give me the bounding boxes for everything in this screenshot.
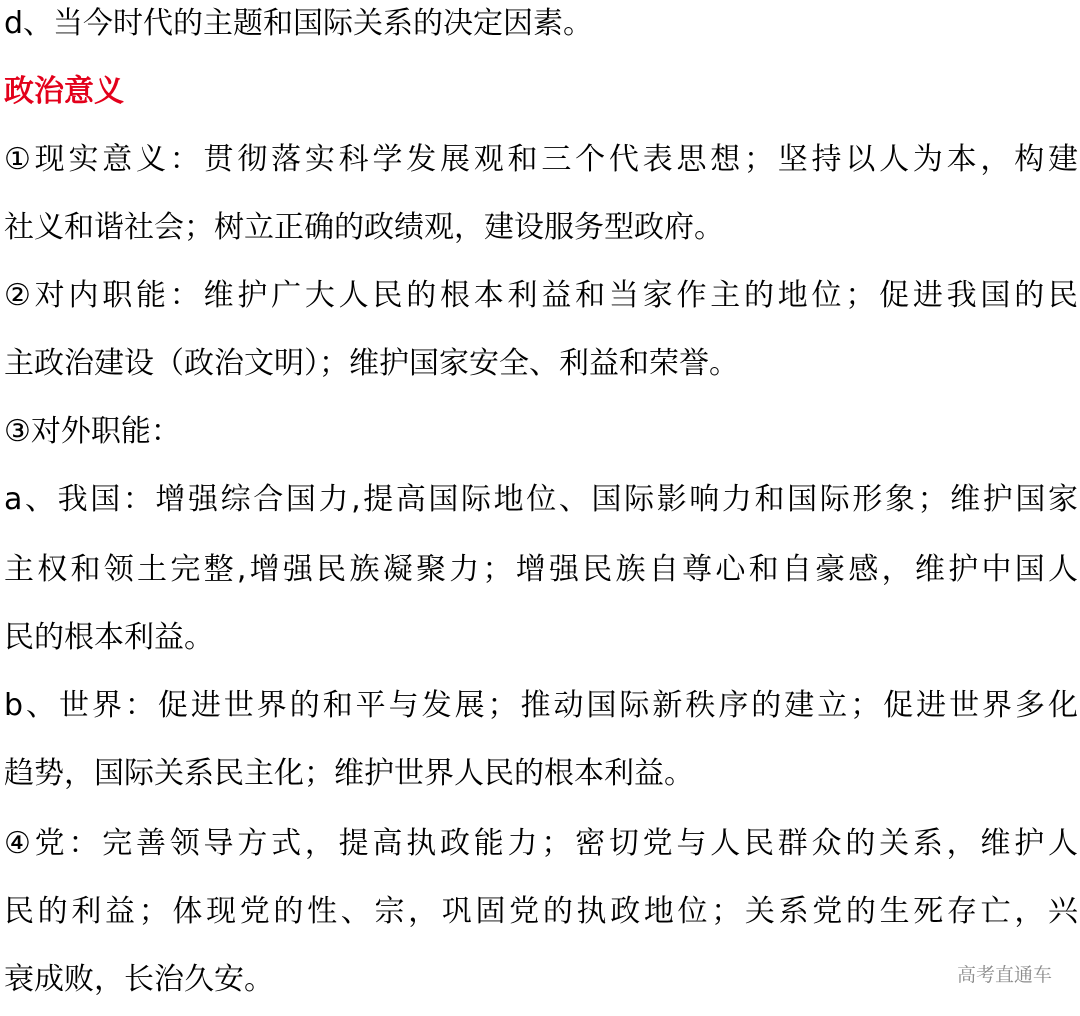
text-line: 社义和谐社会；树立正确的政绩观，建设服务型政府。	[4, 210, 724, 245]
section-heading: 政治意义	[4, 74, 124, 109]
text-line: 衰成败，长治久安。	[4, 962, 274, 997]
text-line: 趋势，国际关系民主化；维护世界人民的根本利益。	[4, 756, 694, 791]
text-line: d、当今时代的主题和国际关系的决定因素。	[4, 6, 594, 41]
text-line: 民的根本利益。	[4, 620, 214, 655]
text-line: 民的利益；体现党的性、宗，巩固党的执政地位；关系党的生死存亡，兴	[4, 894, 1078, 929]
text-line: ④党：完善领导方式，提高执政能力；密切党与人民群众的关系，维护人	[4, 826, 1078, 861]
text-line: 主政治建设（政治文明）；维护国家安全、利益和荣誉。	[4, 346, 739, 381]
watermark: 高考直通车	[956, 964, 1052, 986]
text-line: b、世界：促进世界的和平与发展；推动国际新秩序的建立；促进世界多化	[4, 688, 1078, 723]
text-line: ①现实意义：贯彻落实科学发展观和三个代表思想；坚持以人为本，构建	[4, 142, 1078, 177]
text-line: ②对内职能：维护广大人民的根本利益和当家作主的地位；促进我国的民	[4, 278, 1078, 313]
text-line: 主权和领土完整,增强民族凝聚力；增强民族自尊心和自豪感，维护中国人	[4, 552, 1078, 587]
text-line: a、我国：增强综合国力,提高国际地位、国际影响力和国际形象；维护国家	[4, 482, 1078, 517]
text-line: ③对外职能：	[4, 414, 181, 449]
